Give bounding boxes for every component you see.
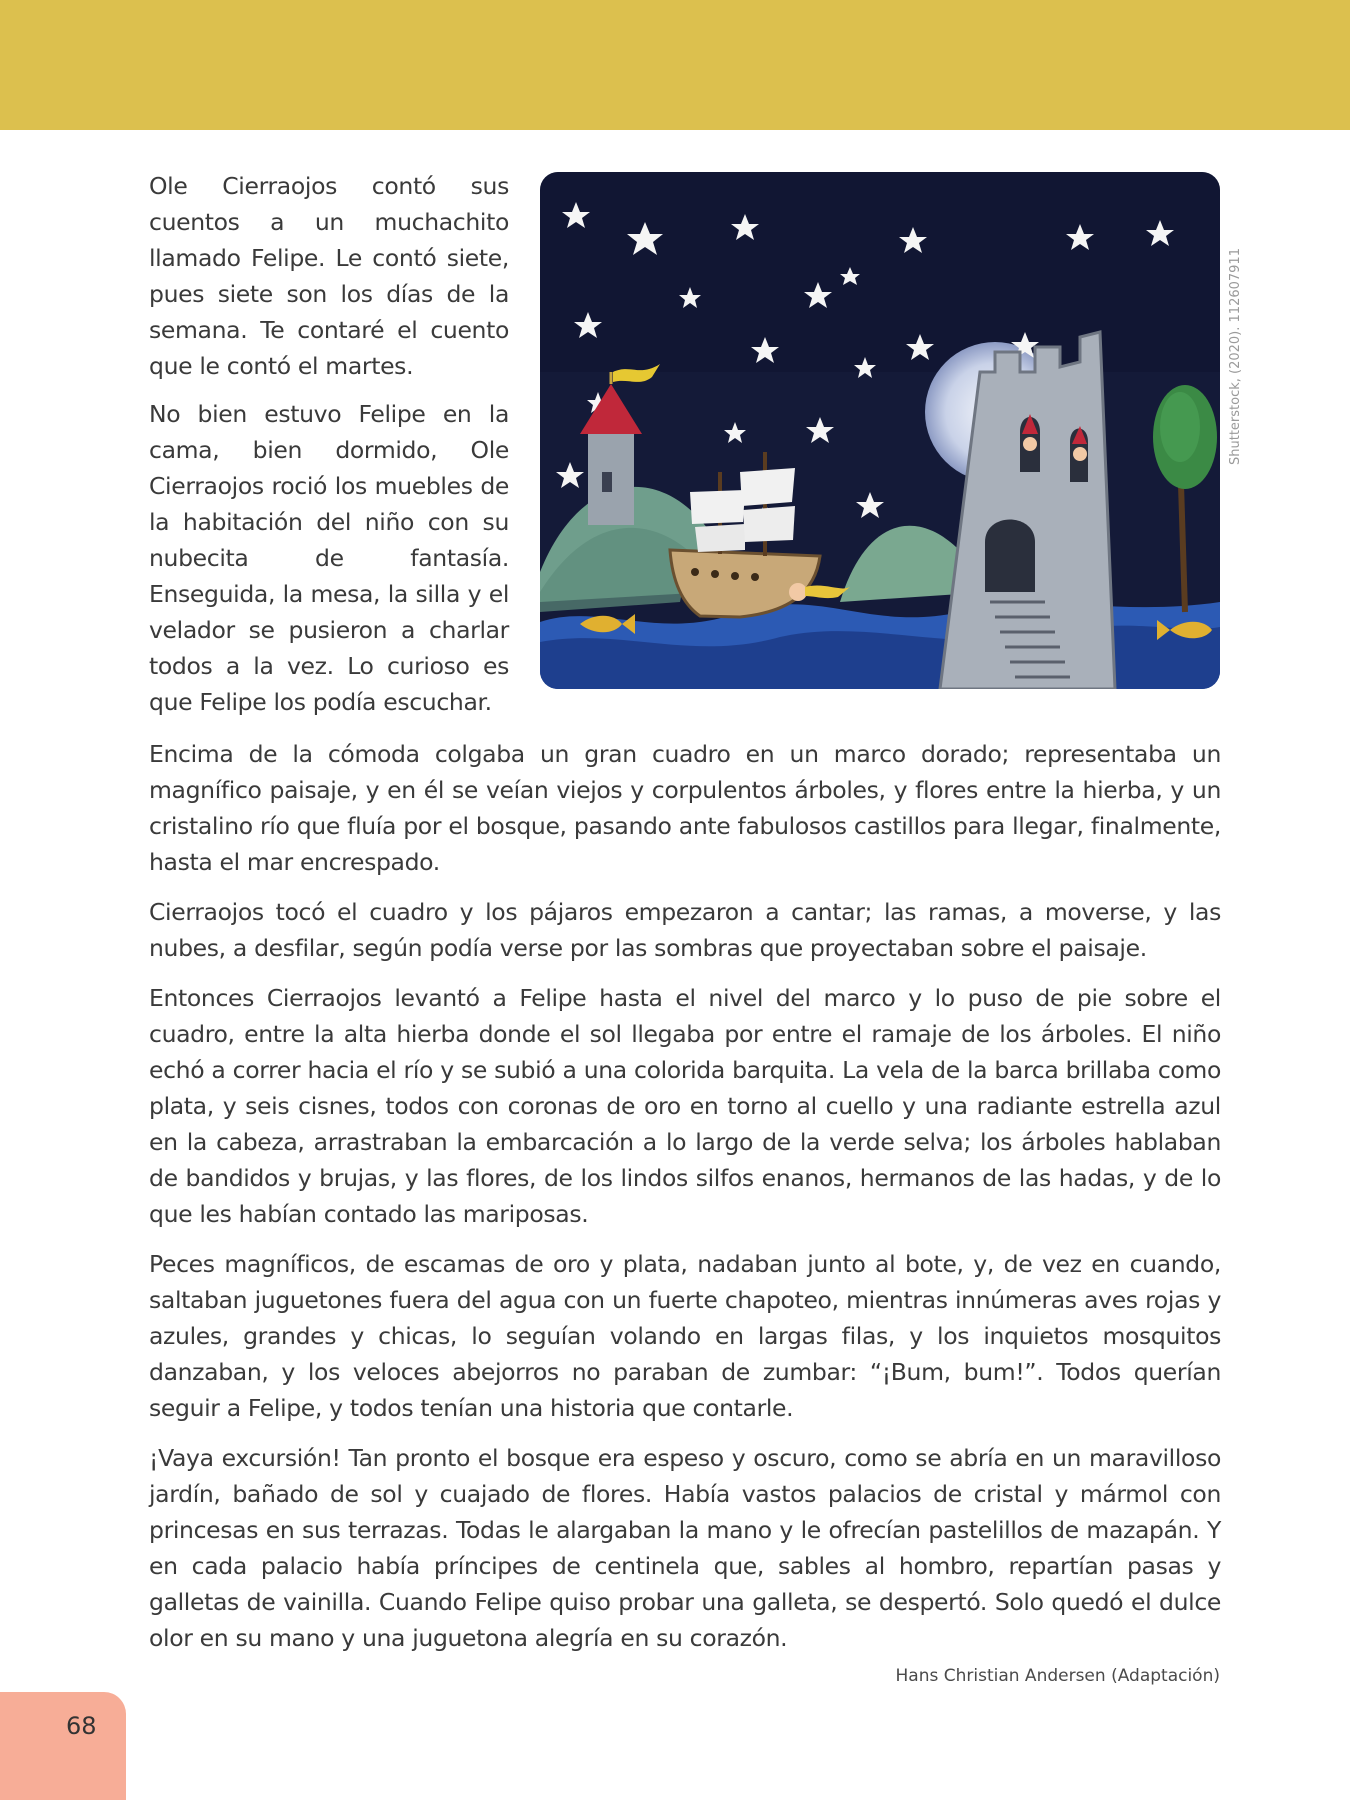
body-paragraph-2: Cierraojos tocó el cuadro y los pájaros empezaron a cantar; las ramas, a moverse, y las nubes, a desfilar, según podía verse por las sombras que proyectaban sobre el paisaje.: [149, 898, 1221, 962]
body-column: [149, 736, 1221, 1670]
page-number-tab: [0, 1692, 126, 1800]
page-number: 68: [66, 1712, 97, 1740]
body-paragraph-1: Encima de la cómoda colgaba un gran cuadro en un marco dorado; representaba un magnífico paisaje, y en él se veían viejos y corpulentos árboles, y flores entre la hierba, y un cristalino río que fluía por el bosque, pasando ante fabulosos castillos para llegar, finalmente, hasta el mar encrespado.: [149, 740, 1221, 876]
author-attribution: Hans Christian Andersen (Adaptación): [895, 1666, 1220, 1686]
body-paragraph-4: Peces magníficos, de escamas de oro y plata, nadaban junto al bote, y, de vez en cuando, saltaban juguetones fuera del agua con un fuerte chapoteo, mientras innúmeras aves rojas y azules, grandes y chicas, lo seguían volando en largas filas, y los inquietos mosquitos danzaban, y los veloces abejorros no paraban de zumbar: “¡Bum, bum!”. Todos querían seguir a Felipe, y todos tenían una historia que contarle.: [149, 1250, 1221, 1422]
story-illustration: [540, 172, 1220, 689]
intro-paragraph-1: Ole Cierraojos contó sus cuentos a un muchachito llamado Felipe. Le contó siete, pues siete son los días de la semana. Te contaré el cuento que le contó el martes.: [149, 172, 509, 380]
intro-column: [149, 168, 509, 732]
image-credit: Shutterstock, (2020). 112607911: [1228, 248, 1243, 465]
body-paragraph-3: Entonces Cierraojos levantó a Felipe hasta el nivel del marco y lo puso de pie sobre el cuadro, entre la alta hierba donde el sol llegaba por entre el ramaje de los árboles. El niño echó a correr hacia el río y se subió a una colorida barquita. La vela de la barca brillaba como plata, y seis cisnes, todos con coronas de oro en torno al cuello y una radiante estrella azul en la cabeza, arrastraban la embarcación a lo largo de la verde selva; los árboles hablaban de bandidos y brujas, y las flores, de los lindos silfos enanos, hermanos de las hadas, y de lo que les habían contado las mariposas.: [149, 984, 1221, 1228]
body-paragraph-5: ¡Vaya excursión! Tan pronto el bosque era espeso y oscuro, como se abría en un maravilloso jardín, bañado de sol y cuajado de flores. Había vastos palacios de cristal y mármol con princesas en sus terrazas. Todas le alargaban la mano y le ofrecían pastelillos de mazapán. Y en cada palacio había príncipes de centinela que, sables al hombro, repartían pasas y galletas de vainilla. Cuando Felipe quiso probar una galleta, se despertó. Solo quedó el dulce olor en su mano y una juguetona alegría en su corazón.: [149, 1444, 1221, 1652]
intro-paragraph-2: No bien estuvo Felipe en la cama, bien dormido, Ole Cierraojos roció los muebles de la habitación del niño con su nubecita de fantasía. Enseguida, la mesa, la silla y el velador se pusieron a charlar todos a la vez. Lo curioso es que Felipe los podía escuchar.: [149, 400, 509, 716]
header-band: [0, 0, 1350, 130]
